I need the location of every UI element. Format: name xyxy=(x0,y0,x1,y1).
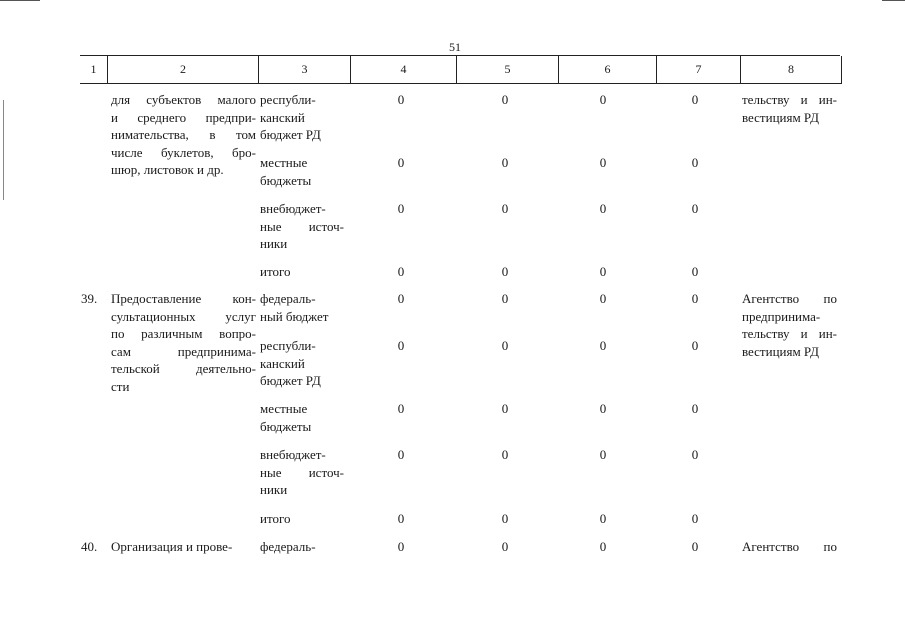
funding-value: 0 xyxy=(599,511,607,526)
funding-value: 0 xyxy=(397,155,405,170)
funding-value: 0 xyxy=(691,264,699,279)
funding-value: 0 xyxy=(397,201,405,216)
row-description-line: и среднего предпри- xyxy=(111,109,256,125)
funding-value: 0 xyxy=(501,539,509,554)
funding-source-line: бюджеты xyxy=(260,172,312,188)
executor-line: предпринима- xyxy=(742,308,821,324)
executor-line: тельству и ин- xyxy=(742,326,837,341)
funding-value: 0 xyxy=(691,92,699,107)
funding-value: 0 xyxy=(691,201,699,216)
funding-source-line: бюджет РД xyxy=(260,127,321,142)
row-description-line: нимательства, в том xyxy=(111,127,256,142)
funding-value: 0 xyxy=(599,264,607,279)
funding-source-line: ный бюджет xyxy=(260,308,329,324)
funding-source-line: федераль- xyxy=(260,539,316,554)
funding-value: 0 xyxy=(397,338,405,353)
funding-value: 0 xyxy=(501,447,509,462)
funding-value: 0 xyxy=(599,447,607,462)
funding-value: 0 xyxy=(501,511,509,526)
column-header-1: 1 xyxy=(90,62,97,76)
row-number: 40. xyxy=(81,539,98,554)
row-description-line: Предоставление кон- xyxy=(111,291,256,306)
funding-value: 0 xyxy=(691,155,699,170)
funding-value: 0 xyxy=(691,447,699,462)
funding-source-line: ники xyxy=(260,482,288,497)
funding-source-line: республи- xyxy=(260,338,316,353)
scan-artifact xyxy=(0,0,40,1)
funding-value: 0 xyxy=(691,338,699,353)
funding-value: 0 xyxy=(397,511,405,526)
funding-value: 0 xyxy=(599,201,607,216)
row-description-line: по различным вопро- xyxy=(111,326,256,341)
scan-artifact xyxy=(3,100,4,200)
funding-value: 0 xyxy=(397,401,405,416)
funding-value: 0 xyxy=(501,291,509,306)
funding-value: 0 xyxy=(397,539,405,554)
row-description-line: сультационных услуг xyxy=(111,308,256,324)
funding-value: 0 xyxy=(397,264,405,279)
funding-source-line: местные xyxy=(260,155,308,170)
funding-source-line: итого xyxy=(260,511,291,526)
column-header-6: 6 xyxy=(558,56,656,83)
row-description-line: числе буклетов, бро- xyxy=(111,144,256,160)
funding-source-line: канский xyxy=(260,109,305,125)
executor-line: тельству и ин- xyxy=(742,92,837,107)
column-header-3: 3 xyxy=(258,56,350,83)
funding-source-line: итого xyxy=(260,264,291,279)
funding-value: 0 xyxy=(691,539,699,554)
funding-value: 0 xyxy=(599,338,607,353)
funding-source-line: республи- xyxy=(260,92,316,107)
row-number: 39. xyxy=(81,291,98,306)
funding-value: 0 xyxy=(501,155,509,170)
funding-value: 0 xyxy=(397,291,405,306)
funding-source-line: канский xyxy=(260,355,305,371)
funding-value: 0 xyxy=(397,447,405,462)
column-header-7: 7 xyxy=(656,56,740,83)
funding-value: 0 xyxy=(599,155,607,170)
funding-source-line: местные xyxy=(260,401,308,416)
funding-value: 0 xyxy=(501,201,509,216)
column-header-5: 5 xyxy=(456,56,558,83)
funding-source-line: бюджет РД xyxy=(260,373,321,388)
executor-line: Агентство по xyxy=(742,291,837,306)
row-description-line: для субъектов малого xyxy=(111,92,256,107)
funding-value: 0 xyxy=(397,92,405,107)
funding-value: 0 xyxy=(599,291,607,306)
executor-line: Агентство по xyxy=(742,539,837,554)
funding-value: 0 xyxy=(599,539,607,554)
funding-value: 0 xyxy=(501,264,509,279)
funding-source-line: внебюджет- xyxy=(260,201,326,216)
column-header-2: 2 xyxy=(107,56,258,83)
row-description-line: сти xyxy=(111,378,130,394)
funding-source-line: внебюджет- xyxy=(260,447,326,462)
row-description-line: тельской деятельно- xyxy=(111,361,256,376)
scan-artifact xyxy=(882,0,905,1)
funding-source-line: федераль- xyxy=(260,291,316,306)
funding-value: 0 xyxy=(501,92,509,107)
funding-value: 0 xyxy=(501,338,509,353)
funding-value: 0 xyxy=(691,401,699,416)
funding-value: 0 xyxy=(501,401,509,416)
executor-line: вестициям РД xyxy=(742,343,820,359)
column-header-4: 4 xyxy=(350,56,456,83)
page-number: 51 xyxy=(449,40,461,54)
row-description-line: сам предпринима- xyxy=(111,343,256,359)
funding-source-line: ные источ- xyxy=(260,218,344,234)
funding-source-line: бюджеты xyxy=(260,418,312,434)
executor-line: вестициям РД xyxy=(742,109,820,125)
funding-value: 0 xyxy=(599,92,607,107)
funding-value: 0 xyxy=(599,401,607,416)
row-description-line: Организация и прове- xyxy=(111,539,233,554)
row-description-line: шюр, листовок и др. xyxy=(111,162,224,177)
column-header-8: 8 xyxy=(740,56,842,83)
funding-value: 0 xyxy=(691,511,699,526)
funding-value: 0 xyxy=(691,291,699,306)
table-header-row xyxy=(80,56,842,84)
funding-source-line: ные источ- xyxy=(260,464,344,480)
funding-source-line: ники xyxy=(260,236,288,251)
